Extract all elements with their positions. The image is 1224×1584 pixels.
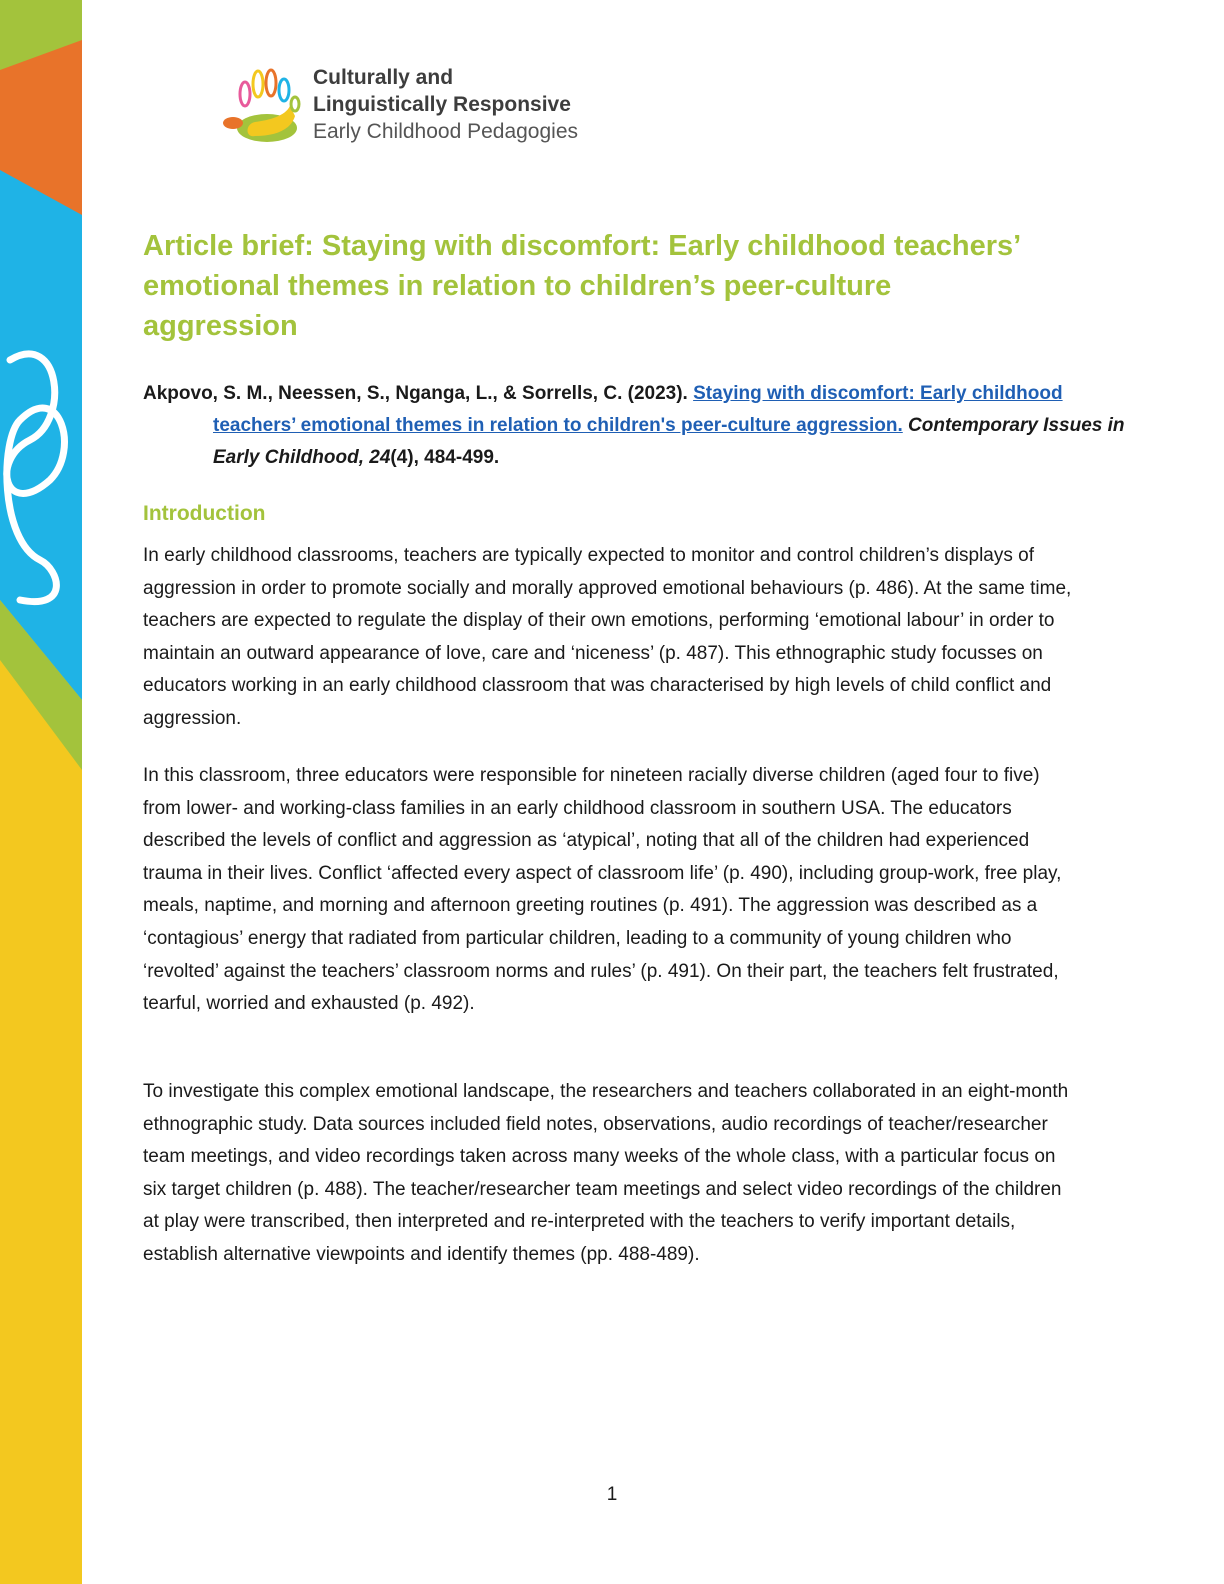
document-title: Article brief: Staying with discomfort: Early childhood teachers’ emotional themes in relation to children’s peer-culture aggression xyxy=(143,230,1020,342)
decorative-side-band xyxy=(0,0,82,1584)
body-paragraph: In this classroom, three educators were responsible for nineteen racially diverse children (aged four to five) from lower- and working-class families in an early childhood classroom in southern USA. The educators described the levels of conflict and aggression as ‘atypical’, noting that all of the children had experienced trauma in their lives. Conflict ‘affected every aspect of classroom life’ (p. 490), including group-work, free play, meals, naptime, and morning and afternoon greeting routines (p. 491). The aggression was described as a ‘contagious’ energy that radiated from particular children, leading to a community of young children who ‘revolted’ against the teachers’ classroom norms and rules’ (p. 491). On their part, the teachers felt frustrated, tearful, worried and exhausted (p. 492). xyxy=(143,765,1062,1015)
citation-authors: Akpovo, S. M., Neessen, S., Nganga, L., & Sorrells, C. (2023). xyxy=(143,383,694,404)
page-number: 1 xyxy=(606,1484,618,1505)
body-paragraph: To investigate this complex emotional landscape, the researchers and teachers collaborated in an eight-month ethnographic study. Data sources included field notes, observations, audio recordings of teacher/researcher team meetings, and video recordings taken across many weeks of the whole class, with a particular focus on six target children (p. 488). The teacher/researcher team meetings and select video recordings of the children at play were transcribed, then interpreted and re-interpreted with the teachers to verify important details, establish alternative viewpoints and identify themes (pp. 488-489). xyxy=(143,1081,1069,1265)
body-paragraph: In early childhood classrooms, teachers are typically expected to monitor and control children’s displays of aggression in order to promote socially and morally approved emotional behaviours (p. 486). At the same time, teachers are expected to regulate the display of their own emotions, performing ‘emotional labour’ in order to maintain an outward appearance of love, care and ‘niceness’ (p. 487). This ethnographic study focusses on educators working in an early childhood classroom that was characterised by high levels of child conflict and aggression. xyxy=(143,545,1072,729)
article-link[interactable]: Staying with discomfort: Early childhood teachers’ emotional themes in relation to children's peer-culture aggression. xyxy=(213,383,1063,436)
logo-wordmark xyxy=(313,64,578,145)
article-citation xyxy=(143,378,1133,474)
side-band-graphic xyxy=(0,0,82,1584)
citation-journal: Contemporary Issues in Early Childhood, 24 xyxy=(213,415,1125,468)
section-heading-introduction: Introduction xyxy=(143,502,266,525)
citation-issue-pages: (4), 484-499. xyxy=(390,447,500,468)
organisation-logo xyxy=(215,62,615,152)
logo-line-2: Linguistically Responsive xyxy=(313,93,571,116)
hand-logo-icon xyxy=(215,66,305,146)
logo-line-1: Culturally and xyxy=(313,66,454,89)
logo-line-3: Early Childhood Pedagogies xyxy=(313,120,579,143)
